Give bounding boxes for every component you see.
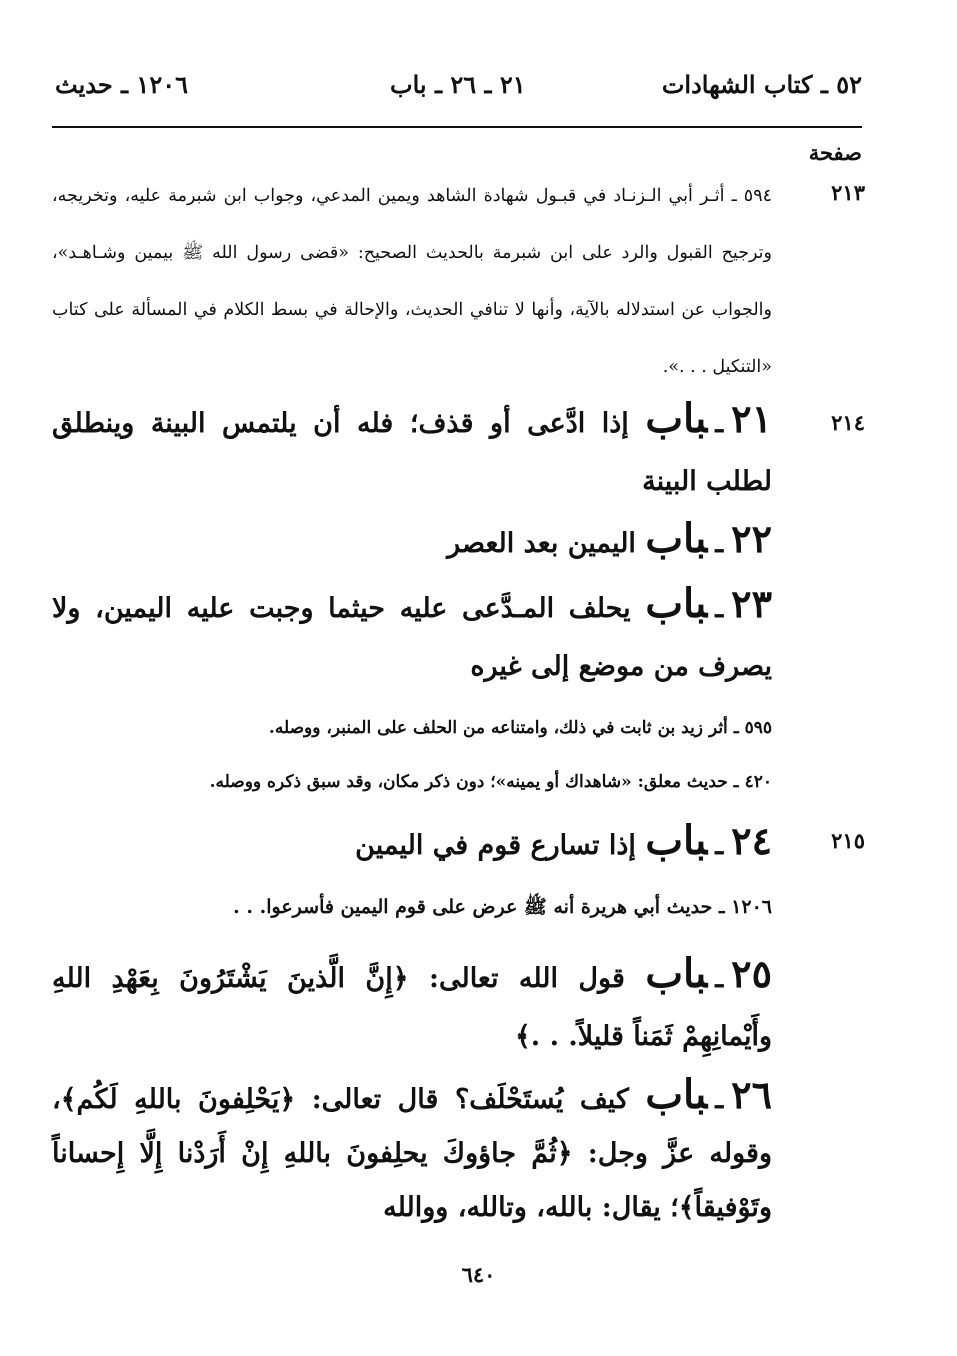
chapter-dash: ـ — [715, 963, 724, 994]
page-ref: ٢١٤ — [831, 410, 865, 435]
chapter-bab-label: باب — [645, 395, 708, 442]
index-entry-hadith-1206: ١٢٠٦ ـ حديث أبي هريرة أنه ﷺ عرض على قوم اليمين فأسرعوا. . . — [233, 896, 772, 918]
chapter-heading-23 — [52, 575, 772, 696]
chapter-number: ٢١ — [731, 396, 772, 441]
chapter-bab-label: باب — [645, 950, 708, 997]
chapter-heading-22 — [52, 510, 772, 573]
chapter-dash: ـ — [715, 1084, 724, 1115]
chapter-number: ٢٦ — [731, 1072, 772, 1117]
chapter-dash: ـ — [715, 528, 724, 559]
chapter-bab-label: باب — [645, 515, 708, 562]
index-entry-hadith-420: ٤٢٠ ـ حديث معلق: «شاهداك أو يمينه»؛ دون ذكر مكان، وقد سبق ذكره ووصله. — [209, 772, 772, 792]
chapter-title: كيف يُستَحْلَف؟ قال تعالى: ﴿يَحْلِفونَ باللهِ لَكُم﴾، وقوله عزَّ وجل: ﴿ثُمَّ جاؤوكَ يحلِفونَ باللهِ إِنْ أَرَدْنا إِلَّا إِحساناً وتَوْفيقاً﴾؛ يقال: بالله، وتالله، ووالله — [52, 1084, 772, 1223]
chapter-number: ٢٣ — [731, 581, 772, 626]
header-hadith-number: ١٢٠٦ ـ حديث — [55, 70, 188, 99]
chapter-number: ٢٢ — [731, 516, 772, 561]
header-chapter-range: ٢١ ـ ٢٦ ـ باب — [390, 70, 526, 99]
chapter-dash: ـ — [715, 830, 724, 861]
page-column-label: صفحة — [808, 140, 862, 165]
chapter-heading-25 — [52, 945, 772, 1066]
chapter-bab-label: باب — [645, 817, 708, 864]
chapter-title: يحلف المـدَّعى عليه حيثما وجبت عليه اليمين، ولا يصرف من موضع إلى غيره — [52, 593, 772, 682]
chapter-title: قول الله تعالى: ﴿إِنَّ الَّذينَ يَشْتَرُونَ بِعَهْدِ اللهِ وأَيْمانِهِمْ ثَمَناً قليلاً. . .﴾ — [52, 963, 772, 1052]
index-entry-athar-594: ٥٩٤ ـ أثـر أبي الـزنـاد في قبـول شهادة الشاهد ويمين المدعي، وجواب ابن شبرمة عليه، وتخريجه، وترجيح القبول والرد على ابن شبرمة بالحديث الصحيح: «قضى رسول الله ﷺ بيمين وشـاهـد»، والجواب عن استدلاله بالآية، وأنها لا تنافي الحديث، والإحالة في بسط الكلام في المسألة على كتاب «التنكيل . . .». — [52, 186, 772, 377]
chapter-title: اليمين بعد العصر — [447, 528, 636, 559]
chapter-heading-24 — [52, 812, 772, 875]
chapter-bab-label: باب — [645, 580, 708, 627]
chapter-heading-21 — [52, 390, 772, 511]
chapter-number: ٢٥ — [731, 951, 772, 996]
chapter-dash: ـ — [715, 408, 724, 439]
header-book-title: ٥٢ ـ كتاب الشهادات — [661, 70, 862, 99]
chapter-dash: ـ — [715, 593, 724, 624]
page-number: ٦٤٠ — [461, 1262, 496, 1287]
chapter-title: إذا ادَّعى أو قذف؛ فله أن يلتمس البينة وينطلق لطلب البينة — [52, 408, 772, 497]
page-ref: ٢١٣ — [831, 180, 865, 205]
page-ref: ٢١٥ — [831, 828, 865, 853]
chapter-bab-label: باب — [645, 1071, 708, 1118]
chapter-number: ٢٤ — [731, 818, 772, 863]
chapter-title: إذا تسارع قوم في اليمين — [355, 830, 636, 861]
index-entry-athar-595: ٥٩٥ ـ أثر زيد بن ثابت في ذلك، وامتناعه من الحلف على المنبر، ووصله. — [268, 718, 772, 738]
chapter-heading-26 — [52, 1068, 772, 1235]
header-rule — [52, 126, 862, 128]
